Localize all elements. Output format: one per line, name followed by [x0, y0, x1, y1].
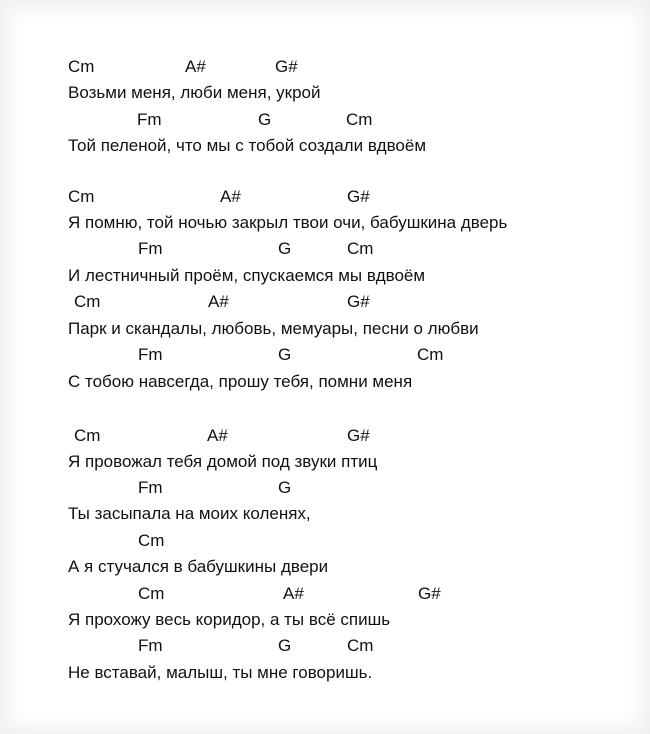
chord-label: Fm [138, 345, 163, 364]
chord-line [0, 582, 650, 606]
chord-label: Cm [347, 636, 374, 655]
chord-label: Cm [346, 110, 373, 129]
chord-label: Cm [138, 531, 165, 550]
chord-line [0, 634, 650, 658]
chord-label: G# [347, 292, 370, 311]
lyric-line [0, 555, 650, 579]
lyric-line [0, 211, 650, 235]
chord-label: Cm [68, 57, 95, 76]
chord-label: Cm [68, 187, 95, 206]
chord-label: G [258, 110, 272, 129]
chord-label: G [278, 478, 292, 497]
lyric-text: Не вставай, малыш, ты мне говоришь. [68, 663, 373, 682]
chord-line [0, 290, 650, 314]
lyric-line [0, 608, 650, 632]
lyric-line [0, 264, 650, 288]
chord-label: A# [220, 187, 241, 206]
chord-label: G# [275, 57, 298, 76]
chord-label: Fm [138, 239, 163, 258]
lyric-line [0, 661, 650, 685]
chord-label: A# [283, 584, 304, 603]
chord-line [0, 185, 650, 209]
chord-line [0, 476, 650, 500]
lyric-text: А я стучался в бабушкины двери [68, 557, 329, 576]
chord-label: Cm [347, 239, 374, 258]
chord-label: Cm [74, 292, 101, 311]
chord-label: G [278, 345, 292, 364]
lyric-text: Я провожал тебя домой под звуки птиц [68, 452, 378, 471]
chord-label: Fm [138, 478, 163, 497]
chord-label: G# [347, 426, 370, 445]
chord-line [0, 55, 650, 79]
chord-label: Fm [137, 110, 162, 129]
chord-label: Cm [417, 345, 444, 364]
chord-line [0, 237, 650, 261]
lyric-line [0, 370, 650, 394]
chord-line [0, 529, 650, 553]
chord-label: G# [347, 187, 370, 206]
lyric-text: Ты засыпала на моих коленях, [68, 504, 311, 523]
lyric-text: Той пеленой, что мы с тобой создали вдвоём [68, 136, 427, 155]
chord-label: A# [207, 426, 228, 445]
lyric-line [0, 317, 650, 341]
chord-label: Cm [138, 584, 165, 603]
lyric-text: С тобою навсегда, прошу тебя, помни меня [68, 372, 413, 391]
lyric-line [0, 502, 650, 526]
chord-label: G [278, 239, 292, 258]
chord-label: A# [208, 292, 229, 311]
lyric-text: Парк и скандалы, любовь, мемуары, песни о любви [68, 319, 479, 338]
lyric-text: И лестничный проём, спускаемся мы вдвоём [68, 266, 426, 285]
lyric-line [0, 134, 650, 158]
chord-label: Cm [74, 426, 101, 445]
chord-label: A# [185, 57, 206, 76]
lyric-text: Я помню, той ночью закрыл твои очи, бабушкина дверь [68, 213, 508, 232]
lyric-text: Возьми меня, люби меня, укрой [68, 83, 321, 102]
lyric-line [0, 81, 650, 105]
chord-line [0, 108, 650, 132]
lyric-line [0, 450, 650, 474]
chord-line [0, 343, 650, 367]
chord-label: G [278, 636, 292, 655]
chord-line [0, 424, 650, 448]
chord-label: Fm [138, 636, 163, 655]
chord-label: G# [418, 584, 441, 603]
lyric-text: Я прохожу весь коридор, а ты всё спишь [68, 610, 391, 629]
